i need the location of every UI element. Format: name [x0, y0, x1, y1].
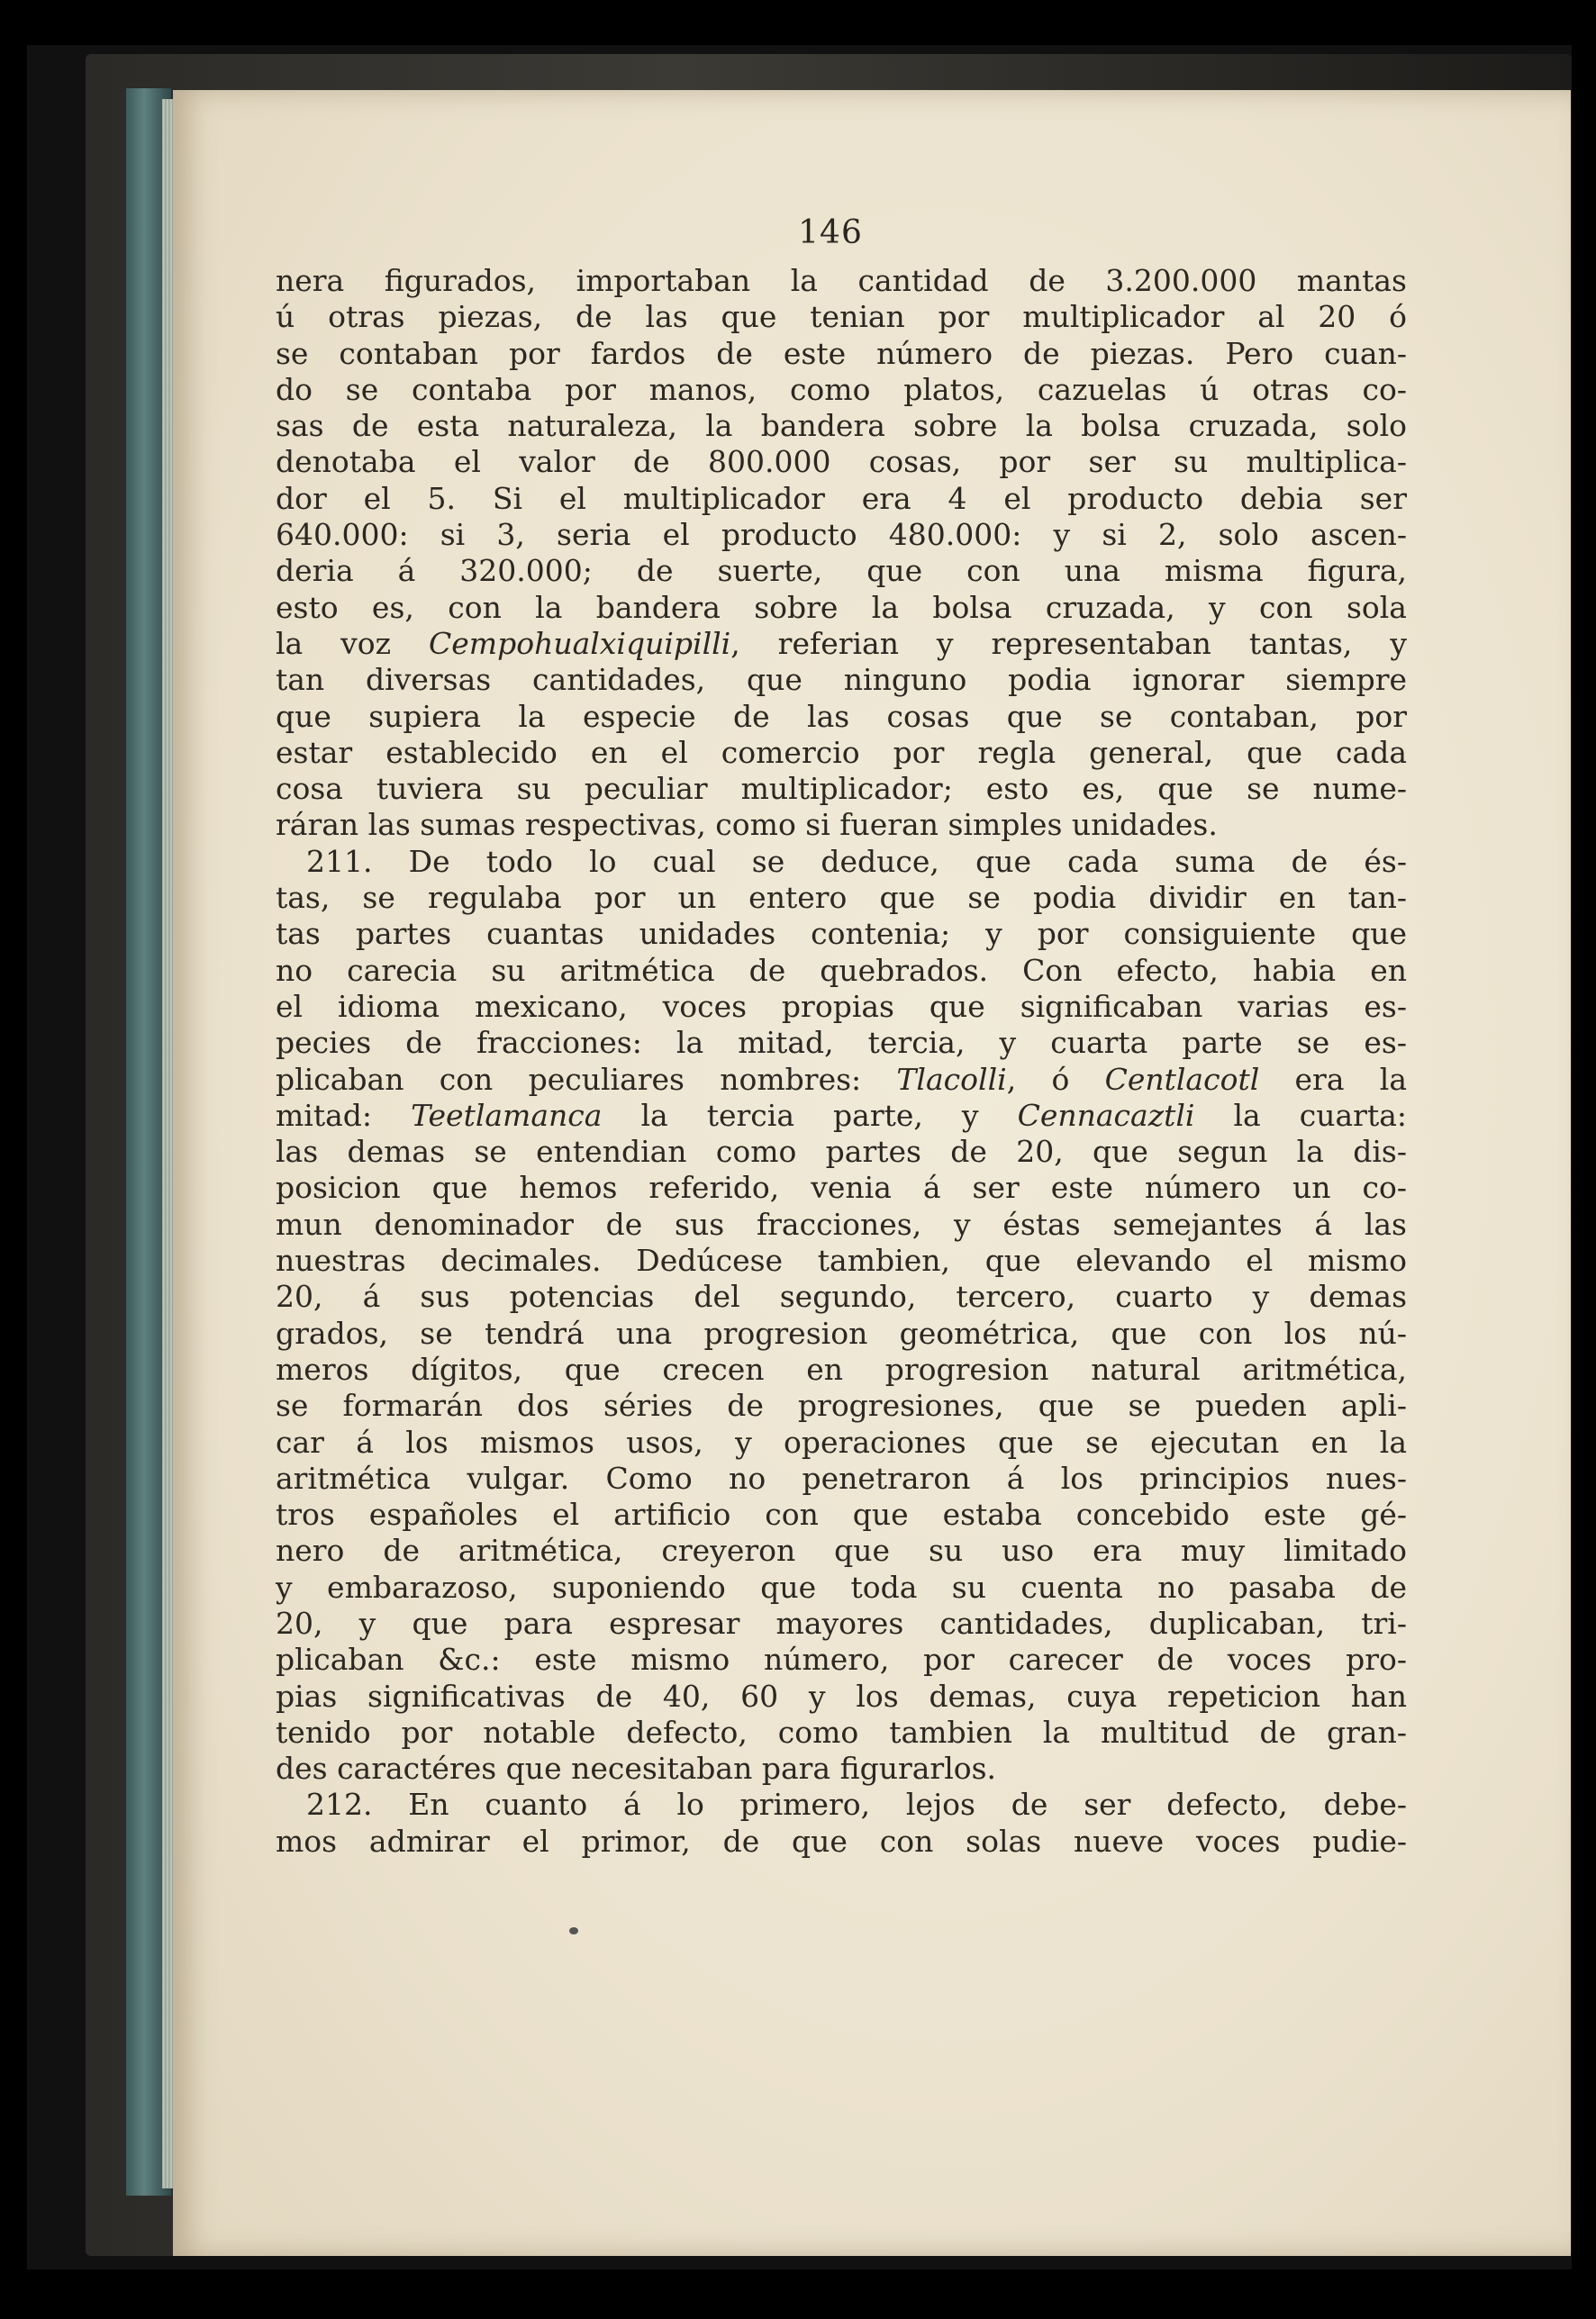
- text-line: ráran las sumas respectivas, como si fueran simples unidades.: [276, 807, 1218, 843]
- text-line: tenido por notable defecto, como tambien la multitud de gran-: [276, 1714, 1407, 1750]
- page-number: 146: [798, 214, 863, 251]
- text-line: cosa tuviera su peculiar multiplicador; esto es, que se nume-: [276, 771, 1407, 807]
- text-line: 212. En cuanto á lo primero, lejos de ser defecto, debe-: [306, 1787, 1407, 1823]
- text-line: car á los mismos usos, y operaciones que se ejecutan en la: [276, 1424, 1407, 1460]
- text-line: 640.000: si 3, seria el producto 480.000: y si 2, solo ascen-: [276, 517, 1407, 553]
- text-line: 20, á sus potencias del segundo, tercero, cuarto y demas: [276, 1279, 1407, 1315]
- text-line: tan diversas cantidades, que ninguno podia ignorar siempre: [276, 662, 1407, 698]
- text-line: aritmética vulgar. Como no penetraron á los principios nues-: [276, 1460, 1407, 1496]
- text-line: las demas se entendian como partes de 20, que segun la dis-: [276, 1134, 1407, 1170]
- text-line: no carecia su aritmética de quebrados. Con efecto, habia en: [276, 952, 1407, 988]
- text-line: nera figurados, importaban la cantidad de 3.200.000 mantas: [276, 263, 1407, 298]
- text-line: sas de esta naturaleza, la bandera sobre la bolsa cruzada, solo: [276, 408, 1407, 444]
- text-line: y embarazoso, suponiendo que toda su cuenta no pasaba de: [276, 1569, 1407, 1605]
- text-line: nero de aritmética, creyeron que su uso era muy limitado: [276, 1533, 1407, 1569]
- text-line: 20, y que para espresar mayores cantidades, duplicaban, tri-: [276, 1605, 1407, 1641]
- body-text: [276, 263, 1407, 1860]
- text-line: mun denominador de sus fracciones, y éstas semejantes á las: [276, 1206, 1407, 1242]
- text-line: mos admirar el primor, de que con solas nueve voces pudie-: [276, 1823, 1407, 1859]
- text-line: se contaban por fardos de este número de piezas. Pero cuan-: [276, 335, 1407, 371]
- text-line: denotaba el valor de 800.000 cosas, por ser su multiplica-: [276, 444, 1407, 480]
- text-line: grados, se tendrá una progresion geométrica, que con los nú-: [276, 1315, 1407, 1351]
- text-line: pias significativas de 40, 60 y los demas, cuya repeticion han: [276, 1678, 1407, 1714]
- text-line: tas, se regulaba por un entero que se podia dividir en tan-: [276, 880, 1407, 916]
- text-line: que supiera la especie de las cosas que se contaban, por: [276, 698, 1407, 734]
- text-line: deria á 320.000; de suerte, que con una misma figura,: [276, 553, 1407, 589]
- text-line: tros españoles el artificio con que estaba concebido este gé-: [276, 1497, 1407, 1533]
- text-line: plicaban &c.: este mismo número, por carecer de voces pro-: [276, 1642, 1407, 1678]
- text-line: esto es, con la bandera sobre la bolsa cruzada, y con sola: [276, 589, 1407, 625]
- text-line: tas partes cuantas unidades contenia; y por consiguiente que: [276, 916, 1407, 952]
- text-line: ú otras piezas, de las que tenian por multiplicador al 20 ó: [276, 299, 1407, 335]
- text-line: plicaban con peculiares nombres: Tlacolli, ó Centlacotl era la: [276, 1061, 1408, 1097]
- text-line: mitad: Teetlamanca la tercia parte, y Cennacaztli la cuarta:: [276, 1097, 1407, 1133]
- text-line: la voz Cempohualxiquipilli, referian y representaban tantas, y: [276, 625, 1407, 661]
- text-line: pecies de fracciones: la mitad, tercia, y cuarta parte se es-: [276, 1025, 1407, 1061]
- text-line: 211. De todo lo cual se deduce, que cada suma de és-: [306, 843, 1407, 879]
- text-line: posicion que hemos referido, venia á ser este número un co-: [276, 1170, 1407, 1206]
- text-line: estar establecido en el comercio por regla general, que cada: [276, 734, 1407, 770]
- text-line: meros dígitos, que crecen en progresion natural aritmética,: [276, 1351, 1407, 1387]
- text-line: se formarán dos séries de progresiones, que se pueden apli-: [276, 1388, 1407, 1424]
- text-line: nuestras decimales. Dedúcese tambien, que elevando el mismo: [276, 1243, 1407, 1279]
- text-line: dor el 5. Si el multiplicador era 4 el producto debia ser: [276, 480, 1407, 516]
- text-line: el idioma mexicano, voces propias que significaban varias es-: [276, 988, 1407, 1024]
- text-line: do se contaba por manos, como platos, cazuelas ú otras co-: [276, 371, 1407, 407]
- text-line: des caractéres que necesitaban para figurarlos.: [276, 1751, 997, 1787]
- ink-spot: [569, 1927, 578, 1934]
